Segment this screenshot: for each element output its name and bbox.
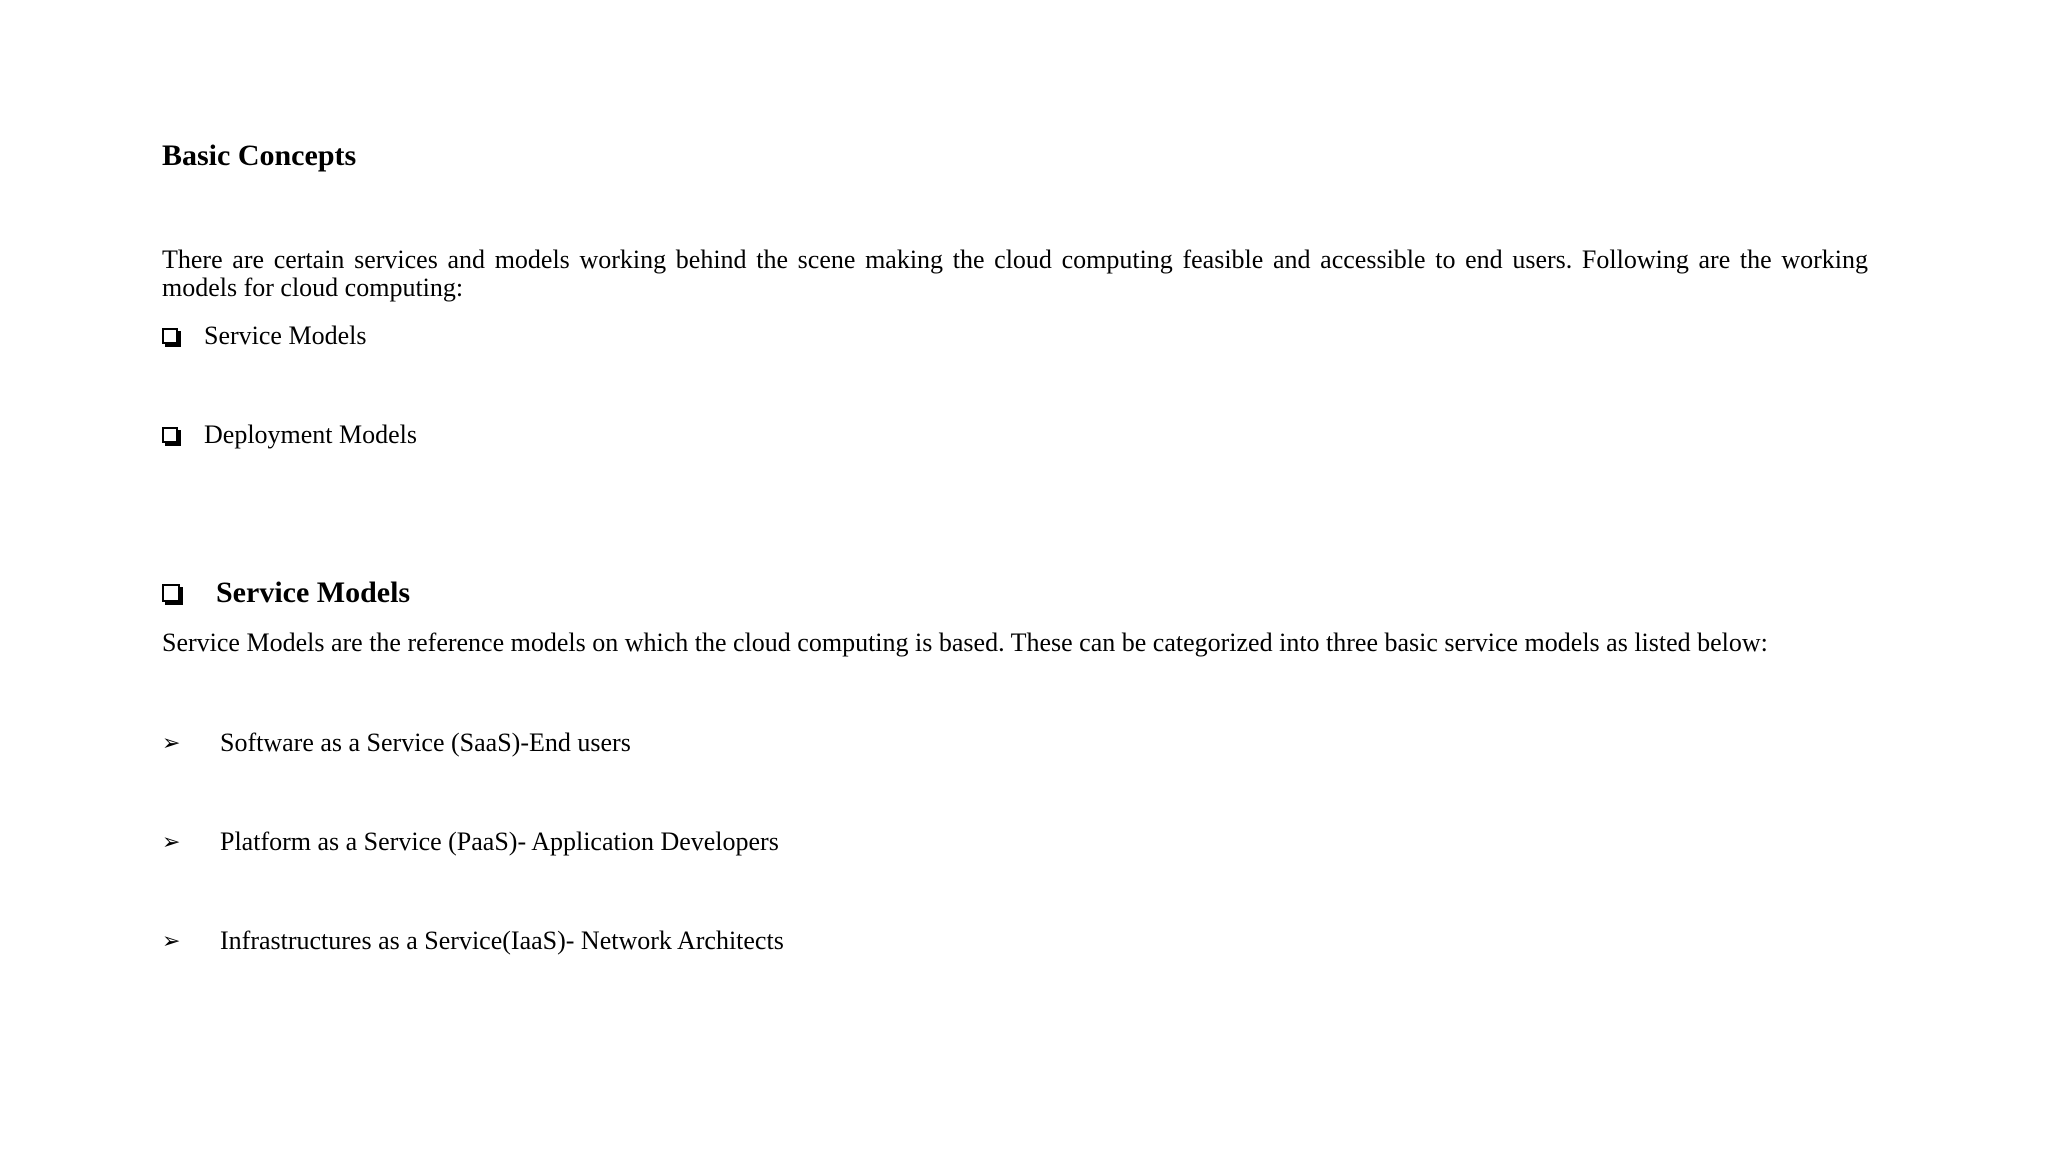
list-item-label: Deployment Models bbox=[204, 420, 418, 449]
list-item-label: Platform as a Service (PaaS)- Application Developers bbox=[220, 827, 779, 856]
list-item-iaas bbox=[162, 921, 784, 961]
list-item-label: Service Models bbox=[204, 321, 367, 350]
arrow-icon: ➢ bbox=[162, 928, 181, 953]
list-item-paas bbox=[162, 822, 779, 862]
arrow-icon: ➢ bbox=[162, 829, 181, 854]
intro-paragraph: There are certain services and models working behind the scene making the cloud computing feasible and accessible to end users. Following are the working models for cloud computing: bbox=[162, 245, 1868, 302]
section-description: Service Models are the reference models on which the cloud computing is based. These can be categorized into three basic service models as listed below: bbox=[162, 628, 1768, 657]
checkbox-icon bbox=[162, 584, 180, 602]
page-title: Basic Concepts bbox=[162, 139, 357, 172]
list-item-label: Infrastructures as a Service(IaaS)- Network Architects bbox=[220, 926, 784, 955]
list-item-label: Software as a Service (SaaS)-End users bbox=[220, 728, 631, 757]
checkbox-icon bbox=[162, 328, 178, 344]
list-item-deployment-models bbox=[162, 415, 417, 455]
list-item-saas bbox=[162, 723, 631, 763]
list-item-service-models bbox=[162, 316, 366, 356]
checkbox-icon bbox=[162, 427, 178, 443]
section-heading-service-models bbox=[162, 572, 410, 614]
section-heading-label: Service Models bbox=[216, 576, 411, 609]
arrow-icon: ➢ bbox=[162, 730, 181, 755]
